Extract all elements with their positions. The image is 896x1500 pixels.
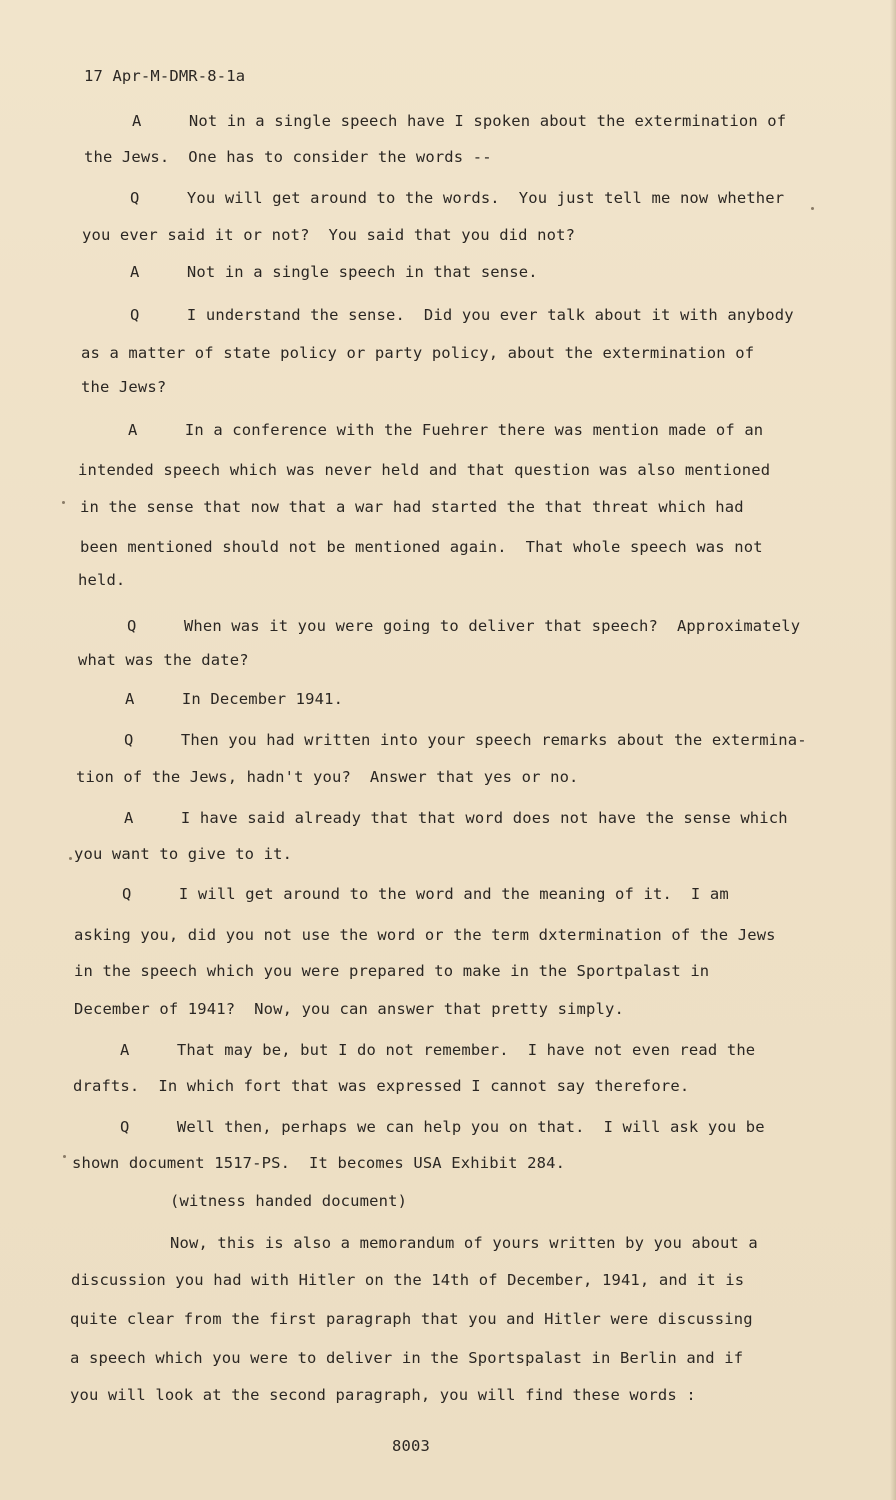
transcript-line: in the speech which you were prepared to make in the Sportpalast in — [74, 962, 710, 980]
transcript-line: the Jews. One has to consider the words -- — [84, 148, 492, 166]
transcript-line: December of 1941? Now, you can answer that pretty simply. — [74, 1000, 624, 1018]
transcript-line: shown document 1517-PS. It becomes USA Exhibit 284. — [72, 1154, 566, 1172]
transcript-line: tion of the Jews, hadn't you? Answer that yes or no. — [76, 768, 579, 786]
page-number: 8003 — [392, 1437, 430, 1455]
transcript-line: Q I will get around to the word and the meaning of it. I am — [122, 885, 729, 903]
transcript-line: as a matter of state policy or party policy, about the extermination of — [81, 344, 755, 362]
transcript-line: a speech which you were to deliver in the Sportspalast in Berlin and if — [70, 1349, 744, 1367]
transcript-line: A I have said already that that word does not have the sense which — [124, 809, 788, 827]
transcript-line: Q I understand the sense. Did you ever talk about it with anybody — [130, 306, 794, 324]
transcript-line: Q Well then, perhaps we can help you on that. I will ask you be — [120, 1118, 765, 1136]
transcript-line: Q Then you had written into your speech remarks about the extermina- — [124, 731, 807, 749]
paper-speck — [811, 207, 814, 210]
transcript-line: quite clear from the first paragraph that you and Hitler were discussing — [70, 1310, 753, 1328]
transcript-line: what was the date? — [78, 651, 249, 669]
paper-speck — [62, 501, 65, 504]
transcript-line: held. — [78, 571, 126, 589]
transcript-line: Q When was it you were going to deliver that speech? Approximately — [127, 617, 801, 635]
transcript-stage-direction: (witness handed document) — [170, 1192, 408, 1210]
transcript-line: A Not in a single speech in that sense. — [130, 263, 538, 281]
transcript-line: you ever said it or not? You said that you did not? — [82, 226, 576, 244]
paper-speck — [63, 1155, 66, 1158]
transcript-line: A That may be, but I do not remember. I have not even read the — [120, 1041, 756, 1059]
transcript-line: you want to give to it. — [74, 845, 293, 863]
transcript-line: Q You will get around to the words. You just tell me now whether — [130, 189, 785, 207]
transcript-line: the Jews? — [81, 378, 167, 396]
transcript-line: Now, this is also a memorandum of yours written by you about a — [170, 1234, 758, 1252]
transcript-line: A In December 1941. — [125, 690, 344, 708]
transcript-line: asking you, did you not use the word or the term dxtermination of the Jews — [74, 926, 776, 944]
transcript-line: A In a conference with the Fuehrer there was mention made of an — [128, 421, 764, 439]
transcript-line: discussion you had with Hitler on the 14th of December, 1941, and it is — [71, 1271, 745, 1289]
transcript-line: A Not in a single speech have I spoken about the extermination of — [132, 112, 787, 130]
transcript-line: intended speech which was never held and that question was also mentioned — [78, 461, 771, 479]
transcript-line: been mentioned should not be mentioned again. That whole speech was not — [80, 538, 763, 556]
transcript-line: you will look at the second paragraph, you will find these words : — [70, 1386, 696, 1404]
document-reference: 17 Apr-M-DMR-8-1a — [84, 67, 246, 85]
transcript-line: in the sense that now that a war had started the that threat which had — [80, 498, 744, 516]
page-edge-shadow — [890, 0, 896, 1500]
transcript-line: drafts. In which fort that was expressed I cannot say therefore. — [73, 1077, 690, 1095]
paper-speck — [69, 857, 72, 860]
